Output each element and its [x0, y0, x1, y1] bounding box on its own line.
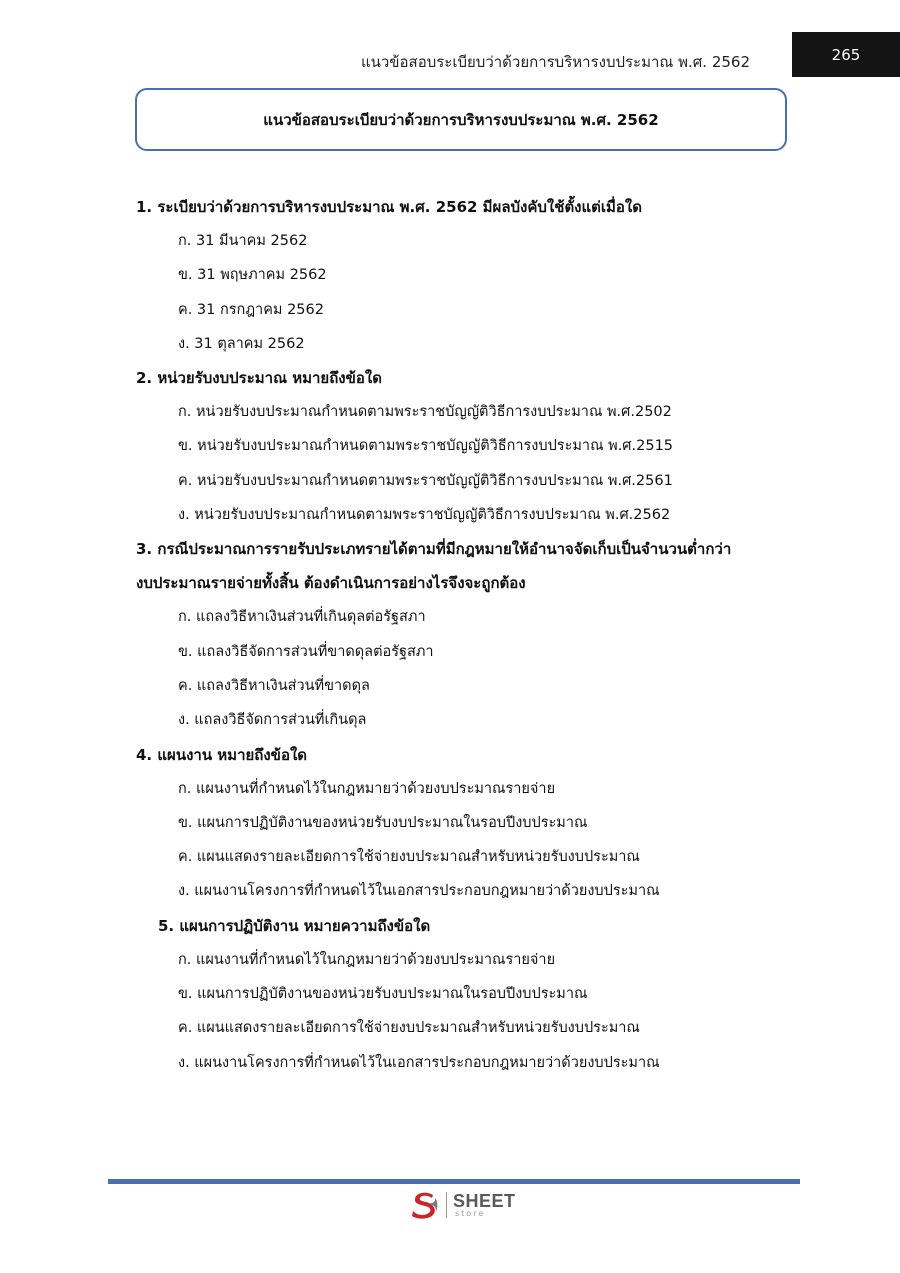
- option: ค. แผนแสดงรายละเอียดการใช้จ่ายงบประมาณสำหรับหน่วยรับงบประมาณ: [178, 849, 640, 866]
- option: ก. แถลงวิธีหาเงินส่วนที่เกินดุลต่อรัฐสภา: [178, 609, 426, 626]
- question-3: [0, 532, 900, 600]
- option: ข. หน่วยรับงบประมาณกำหนดตามพระราชบัญญัติวิธีการงบประมาณ พ.ศ.2515: [178, 438, 674, 455]
- option: ข. แผนการปฏิบัติงานของหน่วยรับงบประมาณในรอบปีงบประมาณ: [178, 814, 588, 831]
- option: ง. 31 ตุลาคม 2562: [178, 335, 305, 352]
- question-3-line-1: 3. กรณีประมาณการรายรับประเภทรายได้ตามที่มีกฎหมายให้อำนาจจัดเก็บเป็นจำนวนต่ำกว่า: [136, 540, 732, 559]
- option: ก. หน่วยรับงบประมาณกำหนดตามพระราชบัญญัติวิธีการงบประมาณ พ.ศ.2502: [178, 404, 672, 421]
- option: ง. แผนงานโครงการที่กำหนดไว้ในเอกสารประกอบกฎหมายว่าด้วยงบประมาณ: [178, 883, 660, 900]
- option: ก. แผนงานที่กำหนดไว้ในกฎหมายว่าด้วยงบประมาณรายจ่าย: [178, 780, 556, 797]
- logo-sub: store: [455, 1209, 486, 1218]
- option: ค. แผนแสดงรายละเอียดการใช้จ่ายงบประมาณสำหรับหน่วยรับงบประมาณ: [178, 1020, 640, 1037]
- option: ง. แถลงวิธีจัดการส่วนที่เกินดุล: [178, 712, 367, 729]
- page-number-box: [792, 32, 900, 77]
- page-number: 265: [831, 45, 861, 64]
- logo-word: SHEET: [453, 1191, 516, 1211]
- option: ก. แผนงานที่กำหนดไว้ในกฎหมายว่าด้วยงบประมาณรายจ่าย: [178, 951, 556, 968]
- option: ก. 31 มีนาคม 2562: [178, 233, 308, 249]
- question-3-line-2: งบประมาณรายจ่ายทั้งสิ้น ต้องดำเนินการอย่างไรจึงจะถูกต้อง: [136, 574, 526, 593]
- sheet-store-logo: [408, 1188, 516, 1222]
- question-1: 1. ระเบียบว่าด้วยการบริหารงบประมาณ พ.ศ. 2562 มีผลบังคับใช้ตั้งแต่เมื่อใด: [136, 198, 643, 216]
- title-box: [135, 88, 787, 151]
- option: ง. แผนงานโครงการที่กำหนดไว้ในเอกสารประกอบกฎหมายว่าด้วยงบประมาณ: [178, 1054, 660, 1071]
- footer-rule: [108, 1179, 800, 1184]
- option: ข. แถลงวิธีจัดการส่วนที่ขาดดุลต่อรัฐสภา: [178, 643, 434, 660]
- logo-text: [453, 1192, 516, 1218]
- question-list: [0, 190, 900, 1080]
- question-4: 4. แผนงาน หมายถึงข้อใด: [136, 745, 308, 764]
- option: ข. 31 พฤษภาคม 2562: [178, 267, 327, 284]
- running-header-title: แนวข้อสอบระเบียบว่าด้วยการบริหารงบประมาณ พ.ศ. 2562: [360, 53, 750, 71]
- logo-divider: [446, 1192, 447, 1218]
- option: ค. 31 กรกฎาคม 2562: [178, 301, 324, 318]
- option: ค. หน่วยรับงบประมาณกำหนดตามพระราชบัญญัติวิธีการงบประมาณ พ.ศ.2561: [178, 472, 673, 489]
- option: ข. แผนการปฏิบัติงานของหน่วยรับงบประมาณในรอบปีงบประมาณ: [178, 986, 588, 1003]
- option: ง. หน่วยรับงบประมาณกำหนดตามพระราชบัญญัติวิธีการงบประมาณ พ.ศ.2562: [178, 507, 671, 524]
- option: ค. แถลงวิธีหาเงินส่วนที่ขาดดุล: [178, 677, 370, 694]
- sheet-store-logo-icon: [408, 1189, 440, 1221]
- question-2: 2. หน่วยรับงบประมาณ หมายถึงข้อใด: [136, 369, 382, 388]
- page-title: แนวข้อสอบระเบียบว่าด้วยการบริหารงบประมาณ พ.ศ. 2562: [263, 110, 659, 129]
- question-5: 5. แผนการปฏิบัติงาน หมายความถึงข้อใด: [158, 916, 431, 935]
